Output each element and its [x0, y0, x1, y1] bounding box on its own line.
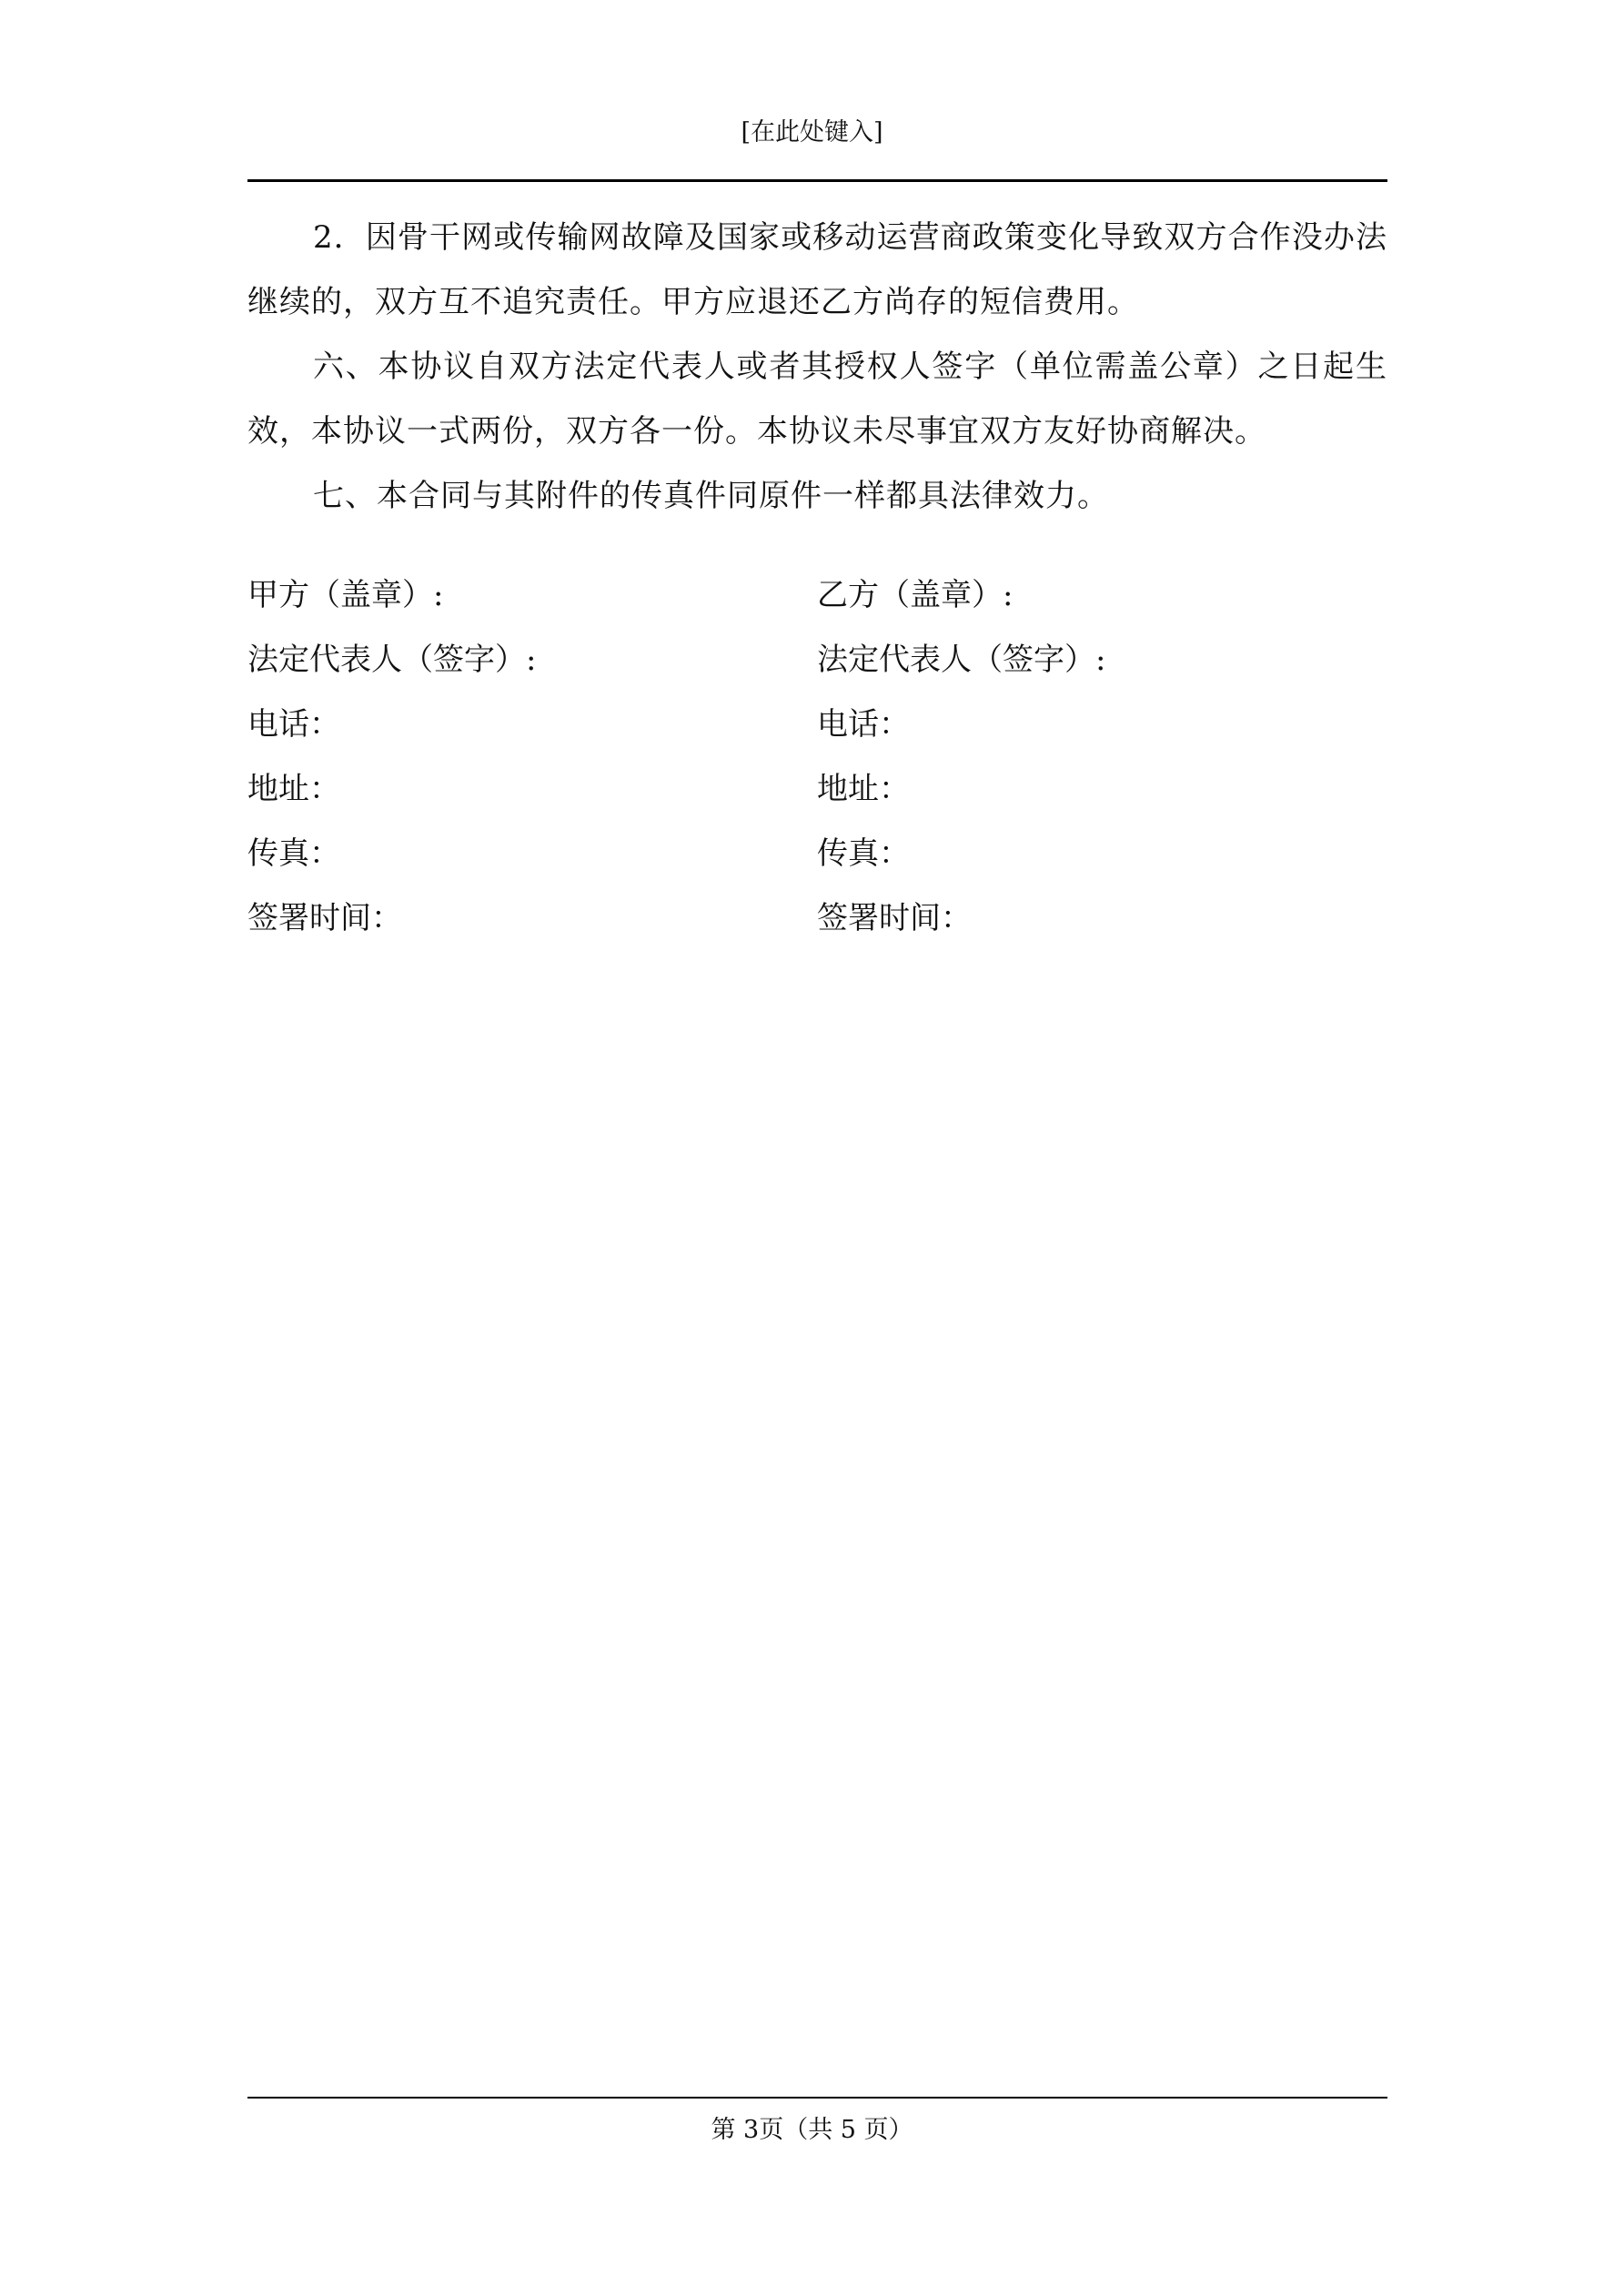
footer-rule: [247, 2097, 1387, 2099]
page-header: [在此处键入]: [741, 118, 883, 147]
clause-paragraph-force-majeure: 2．因骨干网或传输网故障及国家或移动运营商政策变化导致双方合作没办法继续的，双方互不追究责任。甲方应退还乙方尚存的短信费用。: [247, 219, 1387, 320]
page-number: 第 3页（共 5 页）: [711, 2116, 913, 2144]
signature-row-date: [247, 886, 1387, 951]
clause-paragraph-fax-validity: 七、本合同与其附件的传真件同原件一样都具法律效力。: [313, 478, 1109, 514]
signature-row-seal: [247, 563, 1387, 628]
party-b-fax-label: 传真：: [817, 835, 910, 872]
contract-body: [247, 206, 1387, 529]
signature-row-address: [247, 757, 1387, 822]
signature-row-phone: [247, 693, 1387, 757]
party-b-date-label: 签署时间：: [817, 900, 972, 936]
party-b-phone-label: 电话：: [817, 706, 910, 743]
header-rule: [247, 179, 1387, 182]
party-a-phone-label: 电话：: [247, 706, 340, 743]
clause-paragraph-effectiveness: 六、本协议自双方法定代表人或者其授权人签字（单位需盖公章）之日起生效，本协议一式两份，双方各一份。本协议未尽事宜双方友好协商解决。: [247, 349, 1387, 450]
party-b-seal-label: 乙方（盖章）:: [817, 577, 1014, 613]
party-a-seal-label: 甲方（盖章）:: [247, 577, 444, 613]
signature-block: [247, 563, 1387, 951]
signature-row-fax: [247, 822, 1387, 886]
party-a-date-label: 签署时间：: [247, 900, 402, 936]
party-b-address-label: 地址：: [817, 771, 910, 807]
party-a-address-label: 地址：: [247, 771, 340, 807]
party-b-representative-label: 法定代表人（签字）:: [817, 642, 1106, 678]
party-a-fax-label: 传真：: [247, 835, 340, 872]
signature-row-representative: [247, 628, 1387, 693]
party-a-representative-label: 法定代表人（签字）:: [247, 642, 537, 678]
